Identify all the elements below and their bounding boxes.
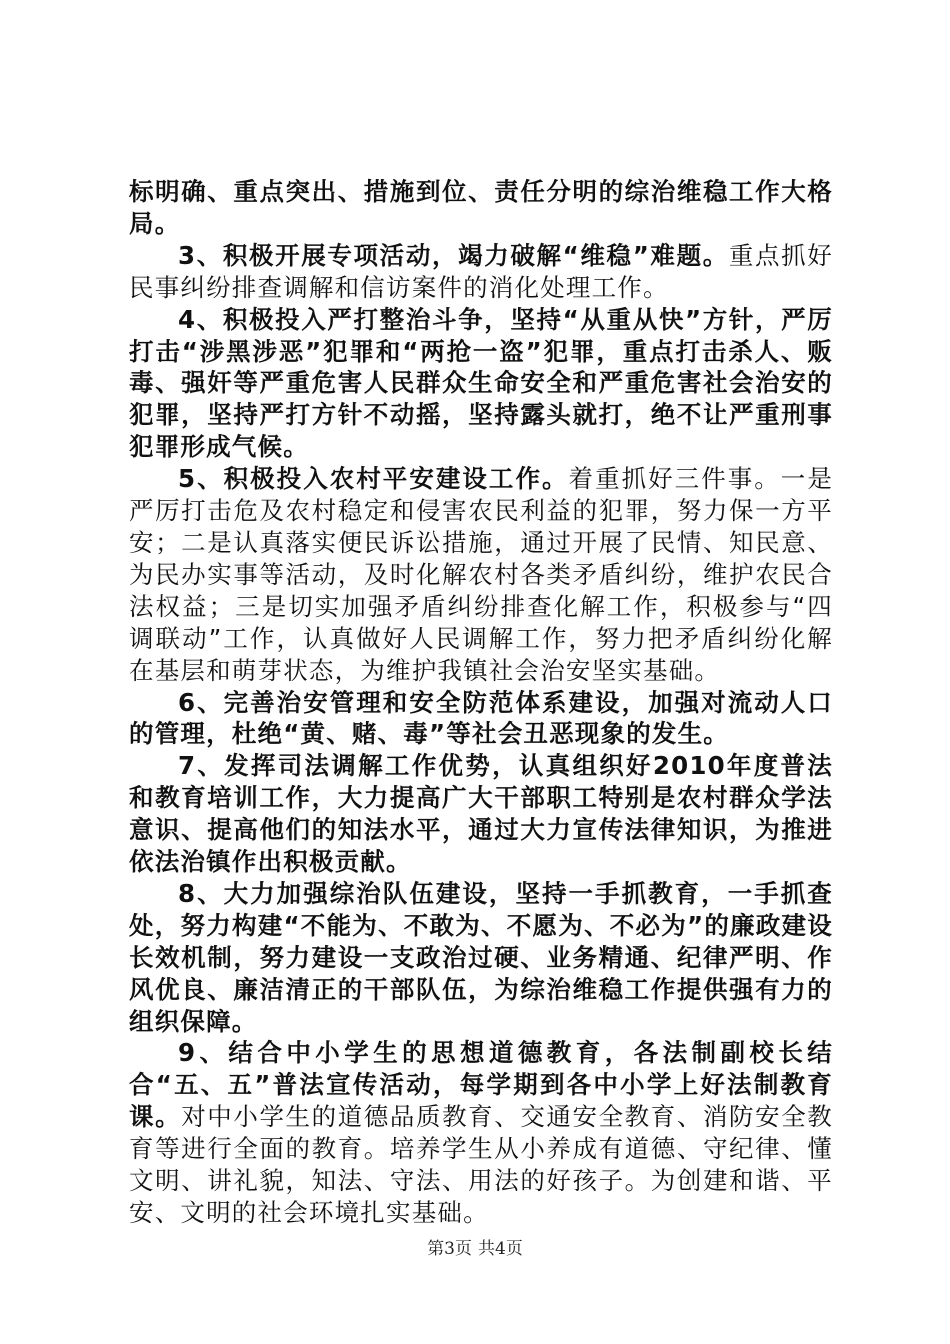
paragraph-item-8 <box>129 878 833 1038</box>
paragraph-text: 着重抓好三件事。一是严厉打击危及农村稳定和侵害农民利益的犯罪，努力保一方平安；二是认真落实便民诉讼措施，通过开展了民情、知民意、为民办实事等活动，及时化解农村各类矛盾纠纷，维护农民合法权益；三是切实加强矛盾纠纷排查化解工作，积极参与“四调联动”工作，认真做好人民调解工作，努力把矛盾纠纷化解在基层和萌芽状态，为维护我镇社会治安坚实基础。 <box>129 464 834 685</box>
paragraph-bold-text: 6、完善治安管理和安全防范体系建设，加强对流动人口的管理，杜绝“黄、赌、毒”等社会丑恶现象的发生。 <box>129 687 833 749</box>
paragraph-item-4 <box>129 304 833 464</box>
document-body <box>129 176 833 1229</box>
paragraph-text: 重点抓好民事纠纷排查调解和信访案件的消化处理工作。 <box>129 240 833 302</box>
page-total: 共4页 <box>478 1239 523 1259</box>
paragraph-text: 对中小学生的道德品质教育、交通安全教育、消防安全教育等进行全面的教育。培养学生从小养成有道德、守纪律、懂文明、讲礼貌，知法、守法、用法的好孩子。为创建和谐、平安、文明的社会环境扎实基础。 <box>129 1102 834 1227</box>
paragraph-bold-text: 4、积极投入严打整治斗争，坚持“从重从快”方针，严厉打击“涉黑涉恶”犯罪和“两抢一盗”犯罪，重点打击杀人、贩毒、强奸等严重危害人民群众生命安全和严重危害社会治安的犯罪，坚持严打方针不动摇，坚持露头就打，绝不让严重刑事犯罪形成气候。 <box>129 304 833 462</box>
paragraph-bold-text: 7、发挥司法调解工作优势，认真组织好2010年度普法和教育培训工作，大力提高广大干部职工特别是农村群众学法意识、提高他们的知法水平，通过大力宣传法律知识，为推进依法治镇作出积极贡献。 <box>129 751 833 877</box>
paragraph-continuation <box>129 176 833 240</box>
paragraph-item-9 <box>129 1037 833 1228</box>
paragraph-bold-text: 9、结合中小学生的思想道德教育，各法制副校长结合“五、五”普法宣传活动，每学期到各中小学上好法制教育课。 <box>129 1038 833 1132</box>
paragraph-bold-text: 标明确、重点突出、措施到位、责任分明的综治维稳工作大格局。 <box>129 177 833 238</box>
paragraph-item-7 <box>129 750 833 878</box>
paragraph-bold-text: 8、大力加强综治队伍建设，坚持一手抓教育，一手抓查处，努力构建“不能为、不敢为、不愿为、不必为”的廉政建设长效机制，努力建设一支政治过硬、业务精通、纪律严明、作风优良、廉洁清正的干部队伍，为综治维稳工作提供强有力的组织保障。 <box>129 878 833 1036</box>
page-footer <box>0 1239 950 1259</box>
paragraph-item-3 <box>129 240 833 304</box>
paragraph-bold-text: 5、积极投入农村平安建设工作。 <box>178 464 569 494</box>
paragraph-bold-text: 3、积极开展专项活动，竭力破解“维稳”难题。 <box>178 240 729 270</box>
paragraph-item-5 <box>129 463 833 686</box>
paragraph-item-6 <box>129 687 833 751</box>
page-number: 第3页 <box>427 1239 472 1259</box>
